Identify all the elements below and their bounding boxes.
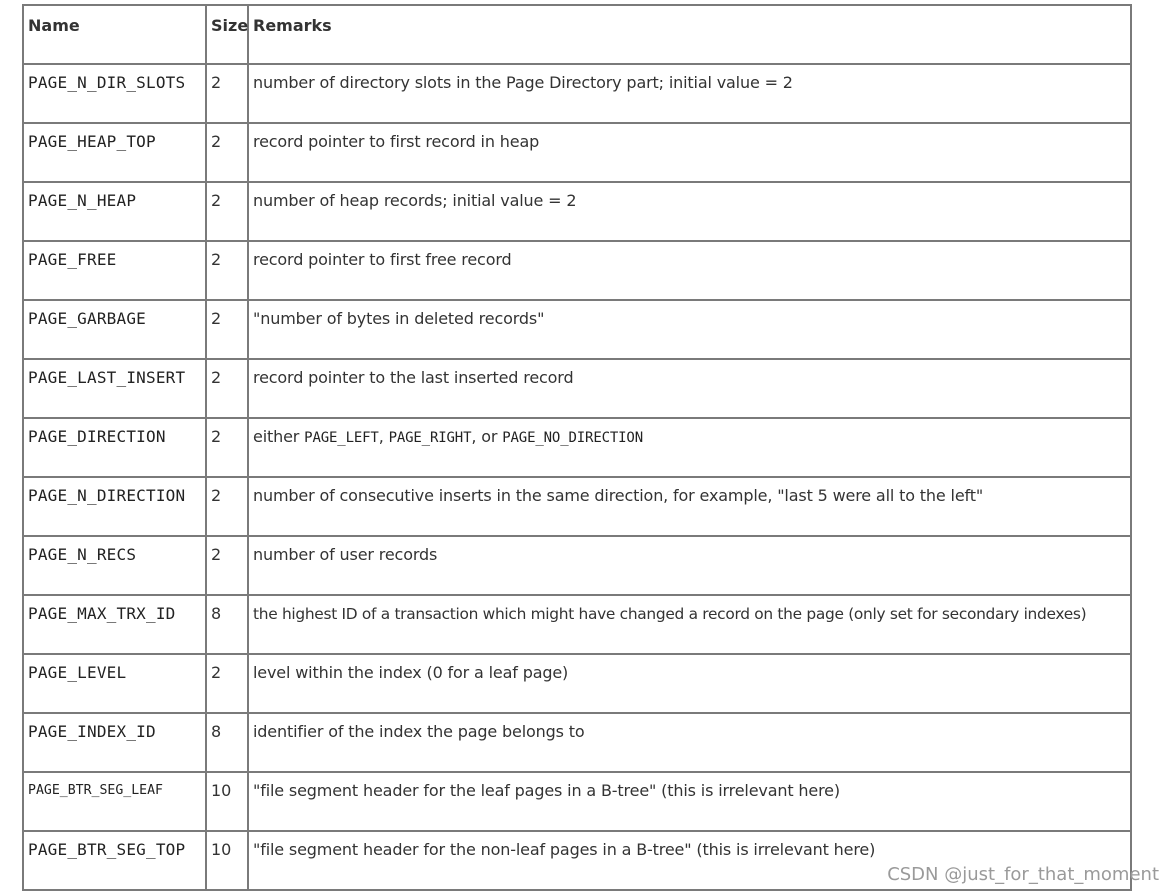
field-size-cell: 2 (206, 123, 248, 182)
table-row (23, 772, 1131, 831)
field-name-cell: PAGE_HEAP_TOP (23, 123, 206, 182)
field-remarks-cell: number of user records (248, 536, 1131, 595)
field-name-cell: PAGE_BTR_SEG_TOP (23, 831, 206, 890)
table-header-row (23, 5, 1131, 64)
field-remarks-cell: record pointer to first record in heap (248, 123, 1131, 182)
field-name-cell: PAGE_DIRECTION (23, 418, 206, 477)
table-row (23, 536, 1131, 595)
field-remarks-cell: level within the index (0 for a leaf page) (248, 654, 1131, 713)
field-remarks-cell: number of directory slots in the Page Directory part; initial value = 2 (248, 64, 1131, 123)
field-name-cell: PAGE_LAST_INSERT (23, 359, 206, 418)
field-size-cell: 2 (206, 654, 248, 713)
table-row (23, 359, 1131, 418)
field-size-cell: 10 (206, 772, 248, 831)
field-remarks-cell: record pointer to the last inserted record (248, 359, 1131, 418)
field-name-cell: PAGE_LEVEL (23, 654, 206, 713)
table-row (23, 182, 1131, 241)
field-remarks-cell: "number of bytes in deleted records" (248, 300, 1131, 359)
remarks-separator: , (378, 427, 389, 446)
column-header-remarks: Remarks (248, 5, 1131, 64)
field-size-cell: 2 (206, 64, 248, 123)
field-remarks-cell: record pointer to first free record (248, 241, 1131, 300)
field-size-cell: 2 (206, 477, 248, 536)
field-name-cell: PAGE_INDEX_ID (23, 713, 206, 772)
field-size-cell: 2 (206, 536, 248, 595)
table-row (23, 477, 1131, 536)
field-size-cell: 8 (206, 595, 248, 654)
table-row (23, 300, 1131, 359)
field-name-cell: PAGE_FREE (23, 241, 206, 300)
inline-code-page-right: PAGE_RIGHT (388, 430, 472, 446)
field-size-cell: 2 (206, 418, 248, 477)
table-row (23, 654, 1131, 713)
csdn-watermark: CSDN @just_for_that_moment (887, 864, 1159, 885)
field-size-cell: 10 (206, 831, 248, 890)
table-row (23, 123, 1131, 182)
table-row (23, 241, 1131, 300)
field-remarks-cell: the highest ID of a transaction which might have changed a record on the page (only set for secondary indexes) (248, 595, 1131, 654)
field-size-cell: 8 (206, 713, 248, 772)
table-row (23, 64, 1131, 123)
field-size-cell: 2 (206, 182, 248, 241)
field-name-cell: PAGE_GARBAGE (23, 300, 206, 359)
inline-code-page-no-direction: PAGE_NO_DIRECTION (502, 430, 643, 446)
field-remarks-cell (248, 418, 1131, 477)
page-header-fields-table (22, 4, 1132, 891)
remarks-text: either (253, 427, 305, 446)
field-remarks-cell: "file segment header for the leaf pages in a B-tree" (this is irrelevant here) (248, 772, 1131, 831)
remarks-separator: , or (471, 427, 503, 446)
field-remarks-cell: number of consecutive inserts in the same direction, for example, "last 5 were all to the left" (248, 477, 1131, 536)
table-row (23, 713, 1131, 772)
field-size-cell: 2 (206, 300, 248, 359)
field-name-cell: PAGE_BTR_SEG_LEAF (23, 772, 206, 831)
field-remarks-cell: number of heap records; initial value = 2 (248, 182, 1131, 241)
field-name-cell: PAGE_N_DIRECTION (23, 477, 206, 536)
column-header-name: Name (23, 5, 206, 64)
field-remarks-cell: "file segment header for the non-leaf pages in a B-tree" (this is irrelevant here) (248, 831, 1131, 890)
field-name-cell: PAGE_MAX_TRX_ID (23, 595, 206, 654)
field-size-cell: 2 (206, 241, 248, 300)
field-name-cell: PAGE_N_HEAP (23, 182, 206, 241)
field-name-cell: PAGE_N_RECS (23, 536, 206, 595)
table-row (23, 418, 1131, 477)
column-header-size: Size (206, 5, 248, 64)
table-row (23, 595, 1131, 654)
inline-code-page-left: PAGE_LEFT (304, 430, 379, 446)
field-remarks-cell: identifier of the index the page belongs to (248, 713, 1131, 772)
field-name-cell: PAGE_N_DIR_SLOTS (23, 64, 206, 123)
field-size-cell: 2 (206, 359, 248, 418)
